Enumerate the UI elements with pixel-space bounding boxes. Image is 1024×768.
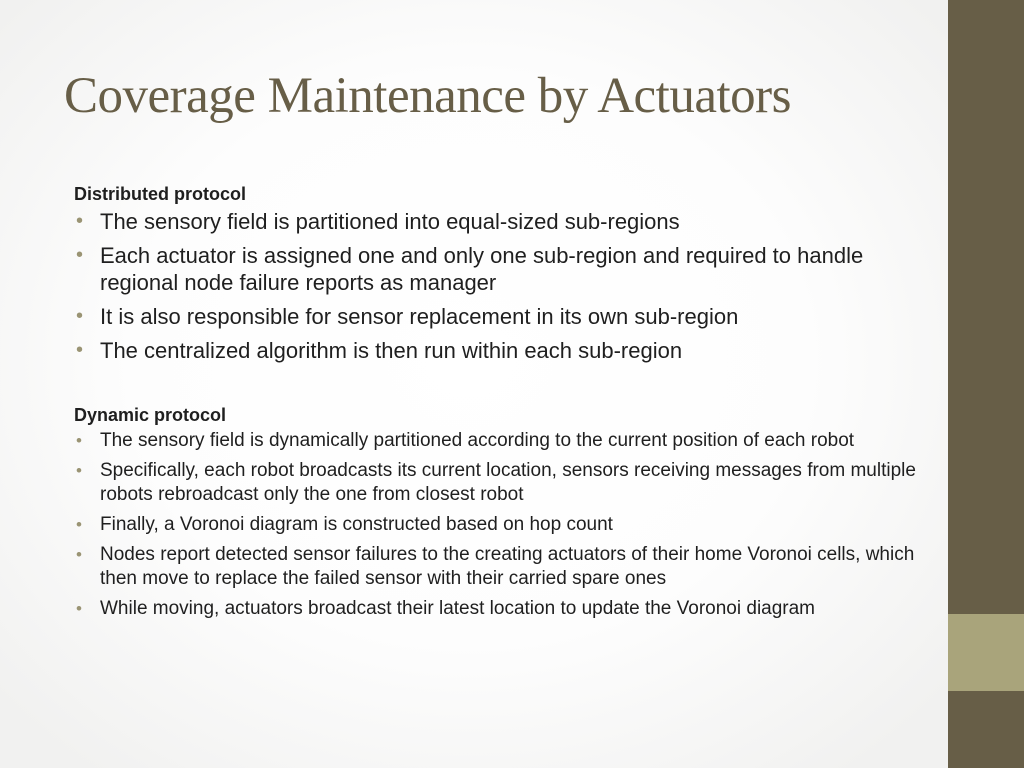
decorative-sidebar-accent: [948, 614, 1024, 691]
section-distributed-protocol: [74, 182, 934, 364]
bullet-item: [74, 459, 934, 507]
bullet-dot-icon: •: [76, 545, 82, 564]
bullet-list: [74, 208, 934, 364]
bullet-text: The sensory field is partitioned into equal-sized sub-regions: [100, 209, 680, 234]
bullet-text: Each actuator is assigned one and only one sub-region and required to handle regional node failure reports as manager: [100, 243, 864, 295]
bullet-list: [74, 429, 934, 621]
bullet-item: [74, 429, 934, 453]
section-heading: Distributed protocol: [74, 184, 246, 204]
section-spacer: [74, 371, 934, 403]
bullet-item: [74, 303, 934, 330]
bullet-dot-icon: •: [76, 431, 82, 450]
slide-title: Coverage Maintenance by Actuators: [64, 68, 791, 124]
bullet-text: Finally, a Voronoi diagram is constructed based on hop count: [100, 514, 613, 535]
bullet-item: [74, 208, 934, 235]
bullet-item: [74, 242, 934, 296]
bullet-dot-icon: •: [76, 599, 82, 618]
bullet-dot-icon: •: [76, 515, 82, 534]
bullet-text: The sensory field is dynamically partitioned according to the current position of each robot: [100, 430, 855, 451]
bullet-dot-icon: •: [76, 461, 82, 480]
slide-content: [74, 182, 934, 627]
bullet-dot-icon: •: [76, 305, 84, 327]
bullet-dot-icon: •: [76, 244, 84, 266]
bullet-text: While moving, actuators broadcast their latest location to update the Voronoi diagram: [100, 598, 816, 619]
bullet-item: [74, 543, 934, 591]
bullet-item: [74, 337, 934, 364]
bullet-item: [74, 597, 934, 621]
bullet-dot-icon: •: [76, 339, 84, 361]
bullet-text: The centralized algorithm is then run within each sub-region: [100, 338, 683, 363]
section-heading: Dynamic protocol: [74, 405, 227, 425]
bullet-text: It is also responsible for sensor replacement in its own sub-region: [100, 304, 739, 329]
bullet-dot-icon: •: [76, 210, 84, 232]
section-dynamic-protocol: [74, 403, 934, 621]
bullet-item: [74, 513, 934, 537]
bullet-text: Nodes report detected sensor failures to the creating actuators of their home Voronoi cells, which then move to replace the failed sensor with their carried spare ones: [100, 544, 915, 589]
bullet-text: Specifically, each robot broadcasts its current location, sensors receiving messages from multiple robots rebroadcast only the one from closest robot: [100, 460, 916, 505]
